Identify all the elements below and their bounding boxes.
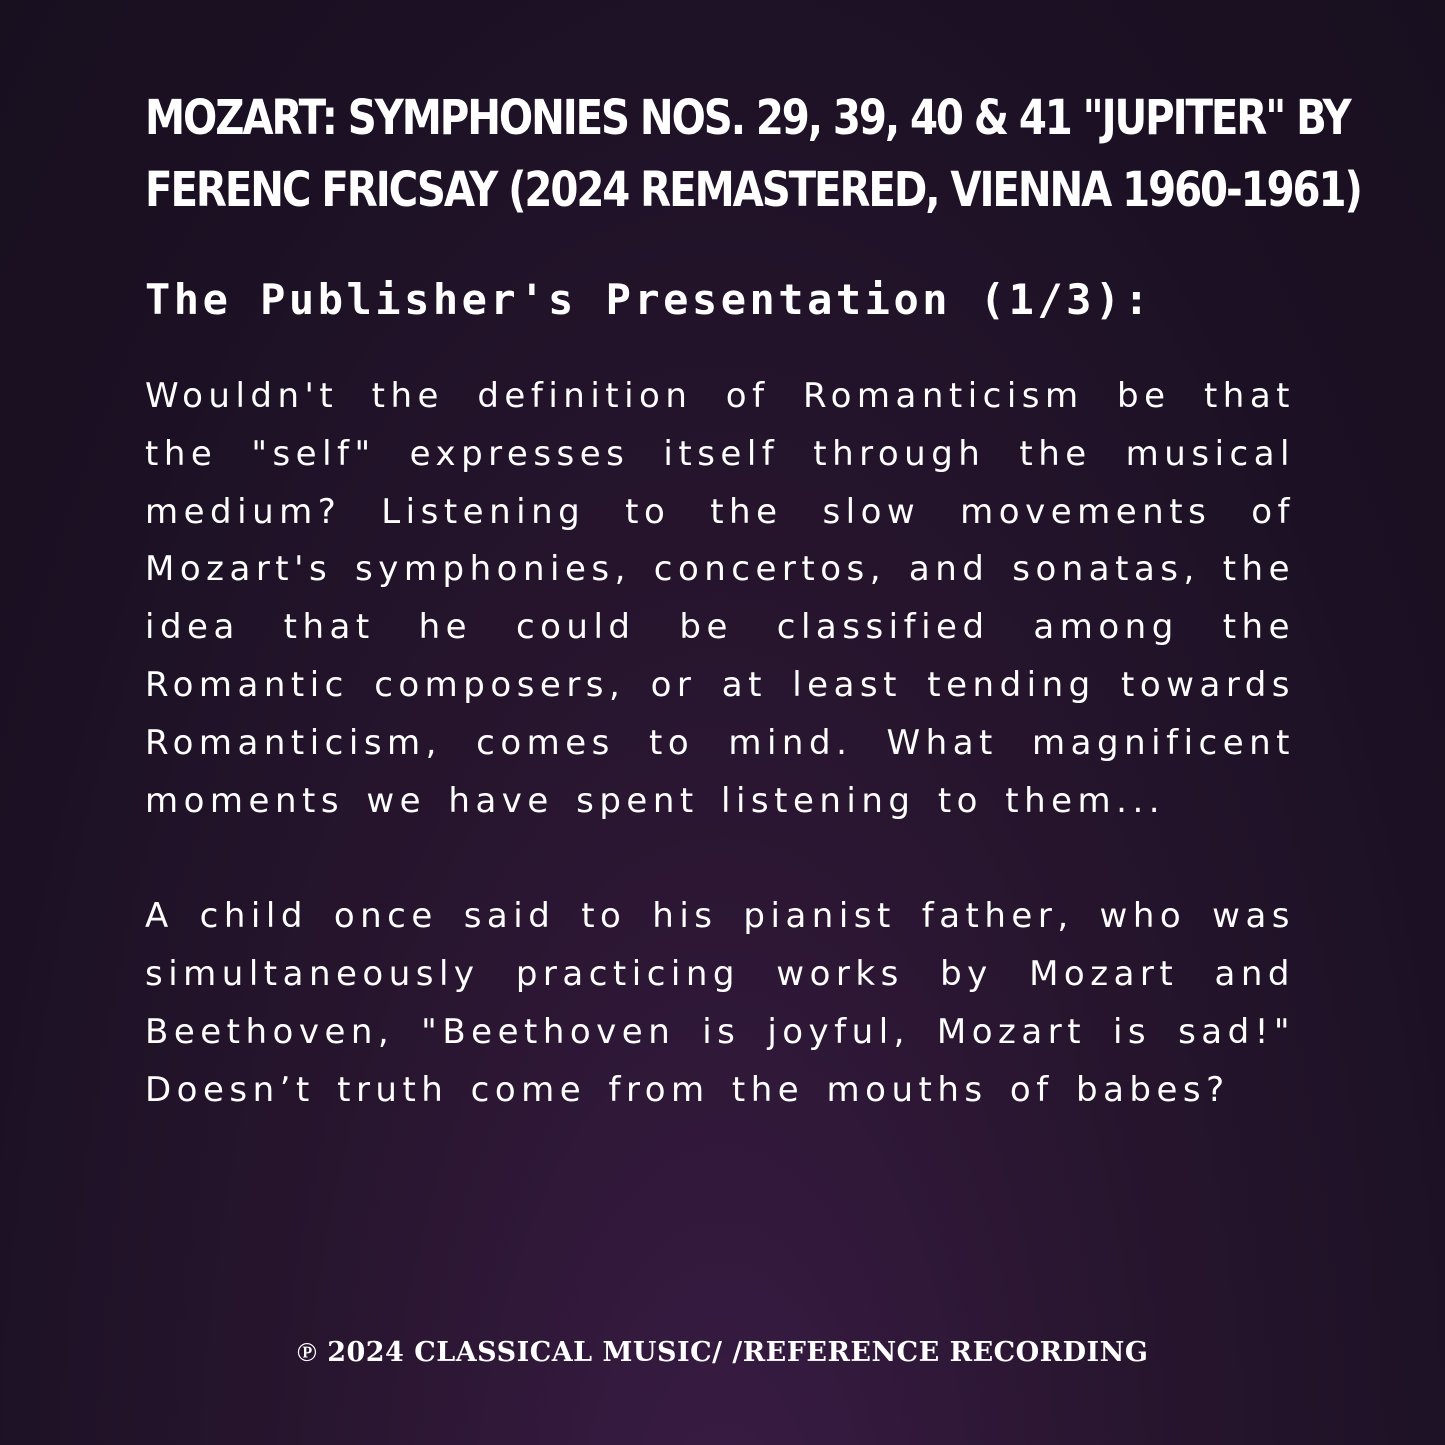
page-title: [145, 82, 1361, 226]
presentation-body: [145, 368, 1295, 1119]
copyright-footer: ℗ 2024 CLASSICAL MUSIC/ /REFERENCE RECORDING: [296, 1337, 1149, 1368]
page-title-line-2: FERENC FRICSAY (2024 REMASTERED, VIENNA 1960-1961): [145, 162, 1361, 218]
body-paragraph-2: A child once said to his pianist father, who was simultaneously practicing works by Mozart and Beethoven, "Beethoven is joyful, Mozart is sad!" Doesn’t truth come from the mouths of babes?: [145, 896, 1295, 1110]
section-heading: The Publisher's Presentation (1/3):: [145, 275, 1153, 324]
body-paragraph-1: Wouldn't the definition of Romanticism be that the "self" expresses itself through the musical medium? Listening to the slow movements of Mozart's symphonies, concertos, and sonatas, the idea that he could be classified among the Romantic composers, or at least tending towards Romanticism, comes to mind. What magnificent moments we have spent listening to them...: [145, 376, 1295, 821]
page-title-line-1: MOZART: SYMPHONIES NOS. 29, 39, 40 & 41 "JUPITER" BY: [145, 90, 1350, 146]
